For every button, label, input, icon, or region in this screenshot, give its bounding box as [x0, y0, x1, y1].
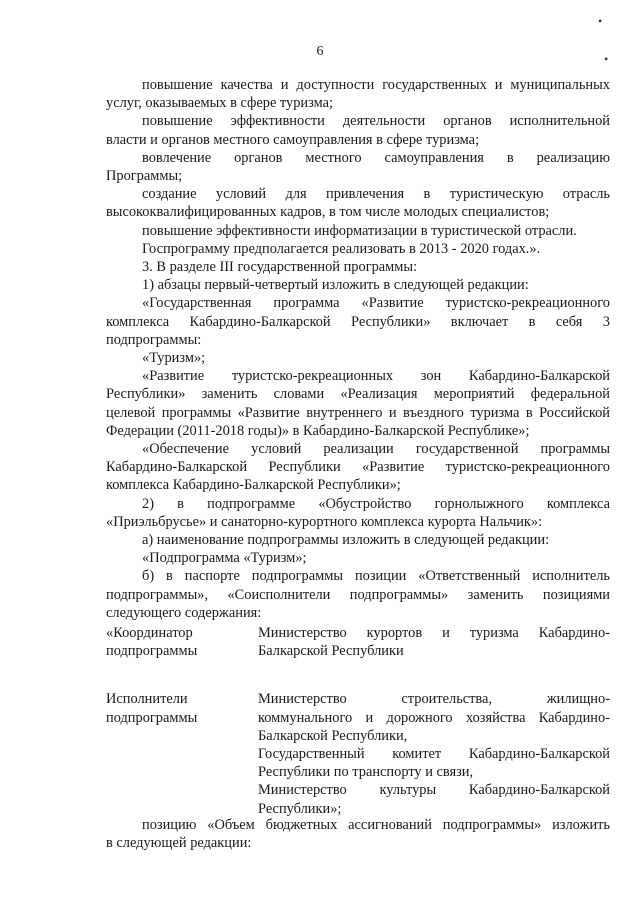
paragraph — [106, 349, 610, 367]
paragraph — [106, 440, 610, 495]
text-line: Республики»; — [258, 800, 342, 817]
text-line: подпрограммы: — [106, 331, 202, 348]
text-line: повышение эффективности деятельности органов исполнительной — [142, 113, 610, 130]
paragraph — [106, 549, 610, 567]
text-line: Республики» заменить словами «Реализация мероприятий федеральной — [106, 386, 610, 403]
text-line: Федерации (2011-2018 годы)» в Кабардино-Балкарской Республике»; — [106, 422, 530, 439]
text-line: «Государственная программа «Развитие туристско-рекреационного — [142, 295, 610, 312]
text-line: «Подпрограмма «Туризм»; — [142, 550, 307, 567]
position-title-cell — [106, 624, 258, 660]
text-line: Министерство культуры Кабардино-Балкарской — [258, 782, 610, 799]
text-line: повышение эффективности информатизации в туристической отрасли. — [142, 222, 577, 239]
text-line: услуг, оказываемых в сфере туризма; — [106, 95, 334, 112]
text-line: Госпрограмму предполагается реализовать в 2013 - 2020 годах.». — [142, 240, 541, 257]
text-line: «Обеспечение условий реализации государственной программы — [142, 441, 610, 458]
paragraph — [106, 149, 610, 185]
text-line: подпрограммы — [106, 709, 198, 726]
text-line: подпрограммы», «Соисполнители подпрограммы» заменить позициями — [106, 586, 610, 603]
text-line: вовлечение органов местного самоуправления в реализацию — [142, 149, 610, 166]
paragraph — [106, 294, 610, 349]
paragraph — [106, 276, 610, 294]
text-line: «Развитие туристско-рекреационных зон Кабардино-Балкарской — [142, 368, 610, 385]
text-line: комплекса Кабардино-Балкарской Республики» включает в себя 3 — [106, 313, 610, 330]
text-line: 3. В разделе III государственной программы: — [142, 259, 418, 276]
table-row — [106, 624, 610, 660]
paragraph — [106, 495, 610, 531]
document-body — [106, 76, 610, 622]
position-value-cell — [258, 624, 610, 660]
text-line: подпрограммы — [106, 643, 198, 660]
text-line: Балкарской Республики, — [258, 727, 408, 744]
paragraph — [106, 112, 610, 148]
row-spacer — [106, 660, 610, 690]
paragraph — [106, 240, 610, 258]
scan-mark: • — [604, 52, 609, 66]
paragraph — [106, 367, 610, 440]
text-line: власти и органов местного самоуправления в сфере туризма; — [106, 131, 480, 148]
program-passport-table — [106, 624, 610, 818]
text-line: «Координатор — [106, 625, 193, 641]
text-line: высококвалифицированных кадров, в том числе молодых специалистов; — [106, 204, 550, 221]
paragraph — [106, 258, 610, 276]
text-line: Республики по транспорту и связи, — [258, 764, 474, 781]
table-row — [106, 690, 610, 817]
text-line: повышение качества и доступности государственных и муниципальных — [142, 77, 610, 93]
text-line: Министерство строительства, жилищно- — [258, 691, 610, 708]
text-line: создание условий для привлечения в туристическую отрасль — [142, 186, 610, 203]
text-line: в следующей редакции: — [106, 835, 252, 852]
text-line: 1) абзацы первый-четвертый изложить в следующей редакции: — [142, 277, 529, 294]
text-line: «Приэльбрусье» и санаторно-курортного комплекса курорта Нальчик»: — [106, 513, 543, 530]
text-line: позицию «Объем бюджетных ассигнований подпрограммы» изложить — [142, 817, 610, 833]
text-line: Программы; — [106, 168, 183, 185]
paragraph — [106, 567, 610, 622]
text-line: следующего содержания: — [106, 604, 262, 621]
position-value-cell — [258, 690, 610, 817]
text-line: Государственный комитет Кабардино-Балкарской — [258, 746, 610, 763]
text-line: а) наименование подпрограммы изложить в следующей редакции: — [142, 532, 550, 549]
text-line: 2) в подпрограмме «Обустройство горнолыжного комплекса — [142, 495, 610, 512]
text-line: Исполнители — [106, 691, 188, 708]
position-title-cell — [106, 690, 258, 817]
text-line: Кабардино-Балкарской Республики «Развитие туристско-рекреационного — [106, 459, 610, 476]
page-number: 6 — [316, 44, 324, 59]
scan-mark: • — [598, 14, 603, 28]
text-line: Министерство курортов и туризма Кабардино- — [258, 625, 610, 641]
paragraph — [106, 185, 610, 221]
paragraph — [106, 222, 610, 240]
paragraph — [106, 531, 610, 549]
text-line: Балкарской Республики — [258, 643, 404, 660]
closing-paragraph — [106, 816, 610, 852]
text-line: комплекса Кабардино-Балкарской Республики»; — [106, 477, 401, 494]
text-line: «Туризм»; — [142, 350, 206, 367]
text-line: коммунального и дорожного хозяйства Кабардино- — [258, 709, 610, 726]
paragraph — [106, 76, 610, 112]
text-line: целевой программы «Развитие внутреннего и въездного туризма в Российской — [106, 404, 610, 421]
text-line: б) в паспорте подпрограммы позиции «Ответственный исполнитель — [142, 568, 610, 585]
